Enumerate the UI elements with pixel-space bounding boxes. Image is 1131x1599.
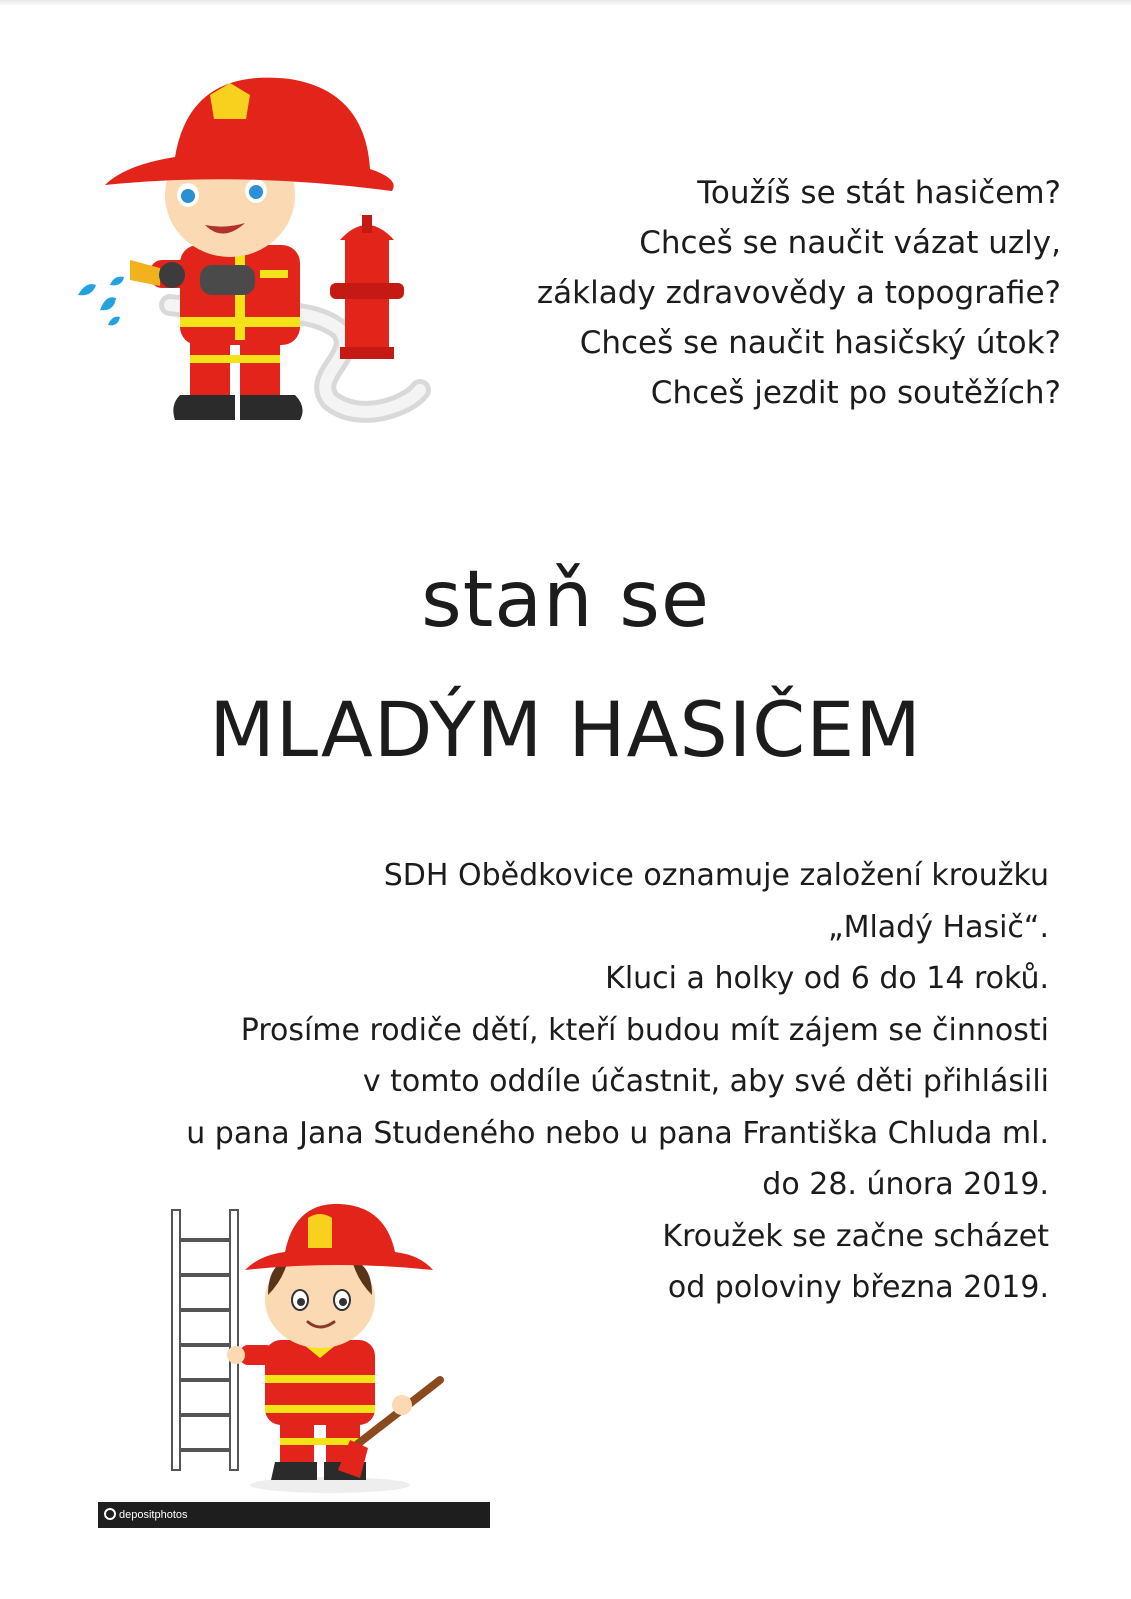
announcement-line: Kluci a holky od 6 do 14 roků.: [605, 961, 1049, 996]
helmet-badge-icon: [308, 1214, 332, 1248]
question-line: Chceš se naučit hasičský útok?: [579, 325, 1061, 361]
announcement-line: „Mladý Hasič“.: [828, 909, 1049, 945]
scan-edge: [0, 0, 1131, 6]
announcement-line: u pana Jana Studeného nebo u pana Františka Chluda ml.: [186, 1115, 1049, 1151]
firefighter-ladder-illustration: [150, 1200, 450, 1500]
question-line: Chceš se naučit vázat uzly,: [639, 225, 1061, 261]
announcement-line: v tomto oddíle účastnit, aby své děti přihlásili: [362, 1064, 1049, 1099]
announcement-line: SDH Obědkovice oznamuje založení kroužku: [383, 858, 1049, 893]
intro-questions: [421, 168, 1061, 418]
question-line: základy zdravovědy a topografie?: [536, 275, 1061, 311]
announcement-line: Kroužek se začne scházet: [662, 1218, 1049, 1254]
stock-logo-icon: [104, 1508, 116, 1520]
headline-line-1: staň se: [421, 555, 710, 645]
ladder-icon: [172, 1210, 238, 1470]
announcement-line: do 28. února 2019.: [762, 1167, 1049, 1202]
stock-watermark-bar: [98, 1502, 490, 1528]
firefighter-hydrant-illustration: [60, 55, 440, 445]
question-line: Toužíš se stát hasičem?: [697, 175, 1061, 211]
announcement-line: od poloviny března 2019.: [667, 1270, 1049, 1305]
headline-line-2: MLADÝM HASIČEM: [209, 685, 922, 774]
stock-logo: [104, 1506, 188, 1524]
announcement-line: Prosíme rodiče dětí, kteří budou mít zájem se činnosti: [240, 1012, 1049, 1048]
stock-logo-text: depositphotos: [119, 1509, 188, 1521]
water-drop-icon: [78, 284, 96, 295]
question-line: Chceš jezdit po soutěžích?: [650, 375, 1061, 411]
